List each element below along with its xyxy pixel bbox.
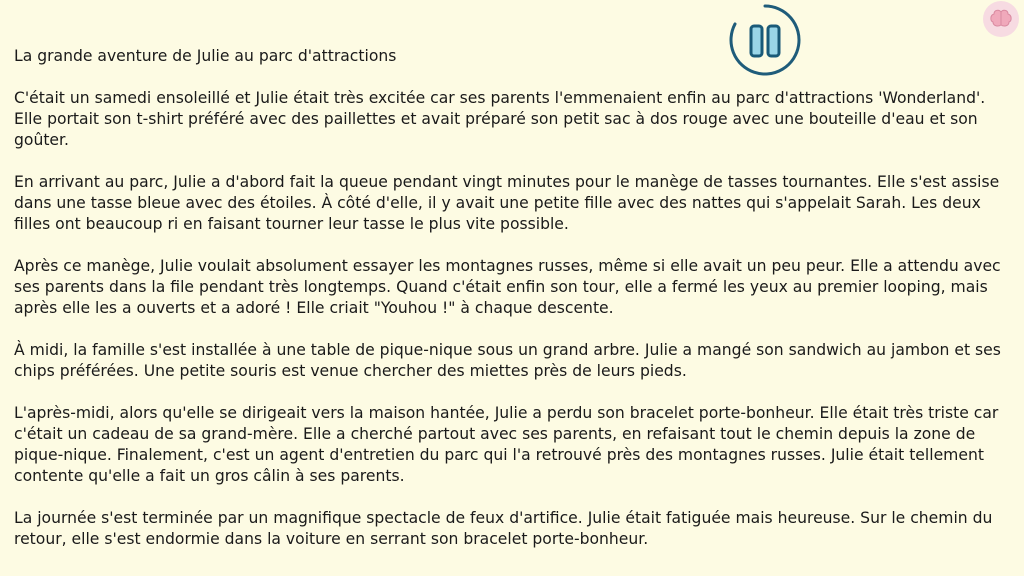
paragraph: La journée s'est terminée par un magnifique spectacle de feux d'artifice. Julie était fatiguée mais heureuse. Sur le chemin du retour, elle s'est endormie dans la voiture en serrant son bracelet porte-bonheur. — [14, 509, 993, 548]
paragraph: Après ce manège, Julie voulait absolument essayer les montagnes russes, même si elle avait un peu peur. Elle a attendu avec ses parents dans la file pendant très longtemps. Quand c'était enfin son tour, elle a fermé les yeux au premier looping, mais après elle les a ouverts et a adoré ! Elle criait "Youhou !" à chaque descente. — [14, 257, 1001, 317]
paragraph: En arrivant au parc, Julie a d'abord fait la queue pendant vingt minutes pour le manège de tasses tournantes. Elle s'est assise dans une tasse bleue avec des étoiles. À côté d'elle, il y avait une petite fille avec des nattes qui s'appelait Sarah. Les deux filles ont beaucoup ri en faisant tourner leur tasse le plus vite possible. — [14, 173, 1000, 233]
paragraph: À midi, la famille s'est installée à une table de pique-nique sous un grand arbre. Julie a mangé son sandwich au jambon et ses chips préférées. Une petite souris est venue chercher des miettes près de leurs pieds. — [14, 341, 1001, 380]
paragraph: L'après-midi, alors qu'elle se dirigeait vers la maison hantée, Julie a perdu son bracelet porte-bonheur. Elle était très triste car c'était un cadeau de sa grand-mère. Elle a cherché partout avec ses parents, en refaisant tout le chemin depuis la zone de pique-nique. Finalement, c'est un agent d'entretien du parc qui l'a retrouvé près des montagnes russes. Julie était tellement contente qu'elle a fait un gros câlin à ses parents. — [14, 404, 999, 485]
brain-icon — [982, 0, 1020, 38]
brain-logo — [982, 0, 1020, 38]
story-text — [14, 46, 1004, 571]
paragraph: C'était un samedi ensoleillé et Julie était très excitée car ses parents l'emmenaient enfin au parc d'attractions 'Wonderland'. Elle portait son t-shirt préféré avec des paillettes et avait préparé son petit sac à dos rouge avec une bouteille d'eau et son goûter. — [14, 89, 986, 149]
story-title: La grande aventure de Julie au parc d'attractions — [14, 47, 397, 65]
